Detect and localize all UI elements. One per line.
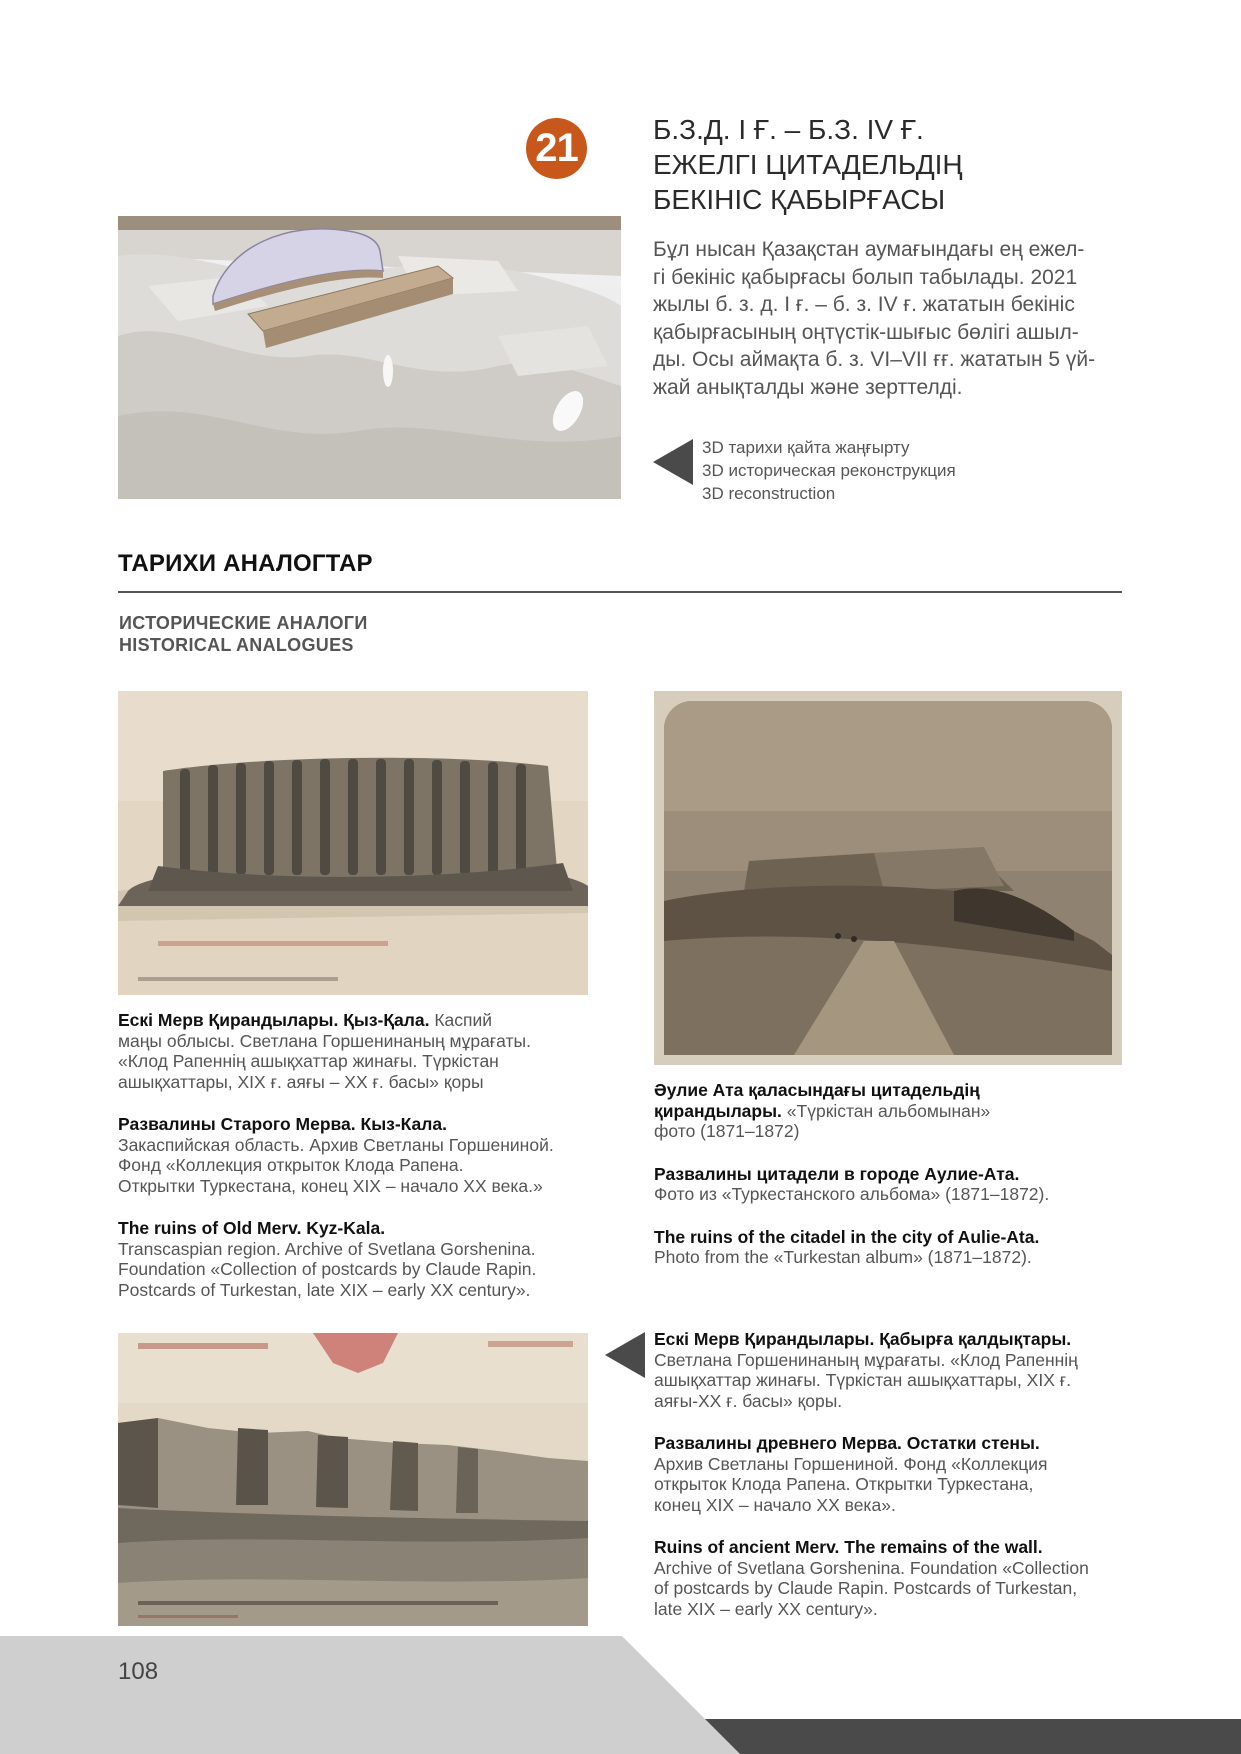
reconstruction-label-kk: 3D тарихи қайта жаңғырту	[702, 438, 910, 457]
caption-title: Развалины древнего Мерва. Остатки стены.	[654, 1433, 1040, 1453]
kyz-kala-postcard-photo	[118, 691, 588, 995]
caption-text: late XIX – early XX century».	[654, 1598, 878, 1619]
caption-text: Transcaspian region. Archive of Svetlana Gorshenina.	[118, 1238, 536, 1259]
description-line: қабырғасының оңтүстік-шығыс бөлігі ашыл-	[653, 320, 1079, 344]
caption-text: «Түркістан альбомынан»	[781, 1100, 991, 1121]
caption-text: Фонд «Коллекция открыток Клода Рапена.	[118, 1155, 464, 1175]
aulie-ata-citadel-photo	[654, 691, 1122, 1065]
caption-text: Photo from the «Turkestan album» (1871–1872).	[654, 1247, 1032, 1267]
description-line: Бұл нысан Қазақстан аумағындағы ең ежел-	[653, 238, 1085, 261]
section-divider	[118, 591, 1122, 593]
caption-text: конец ХІХ – начало ХХ века».	[654, 1494, 896, 1515]
caption-text: Архив Светланы Горшениной. Фонд «Коллекция	[654, 1453, 1048, 1474]
caption-title: Ruins of ancient Merv. The remains of the wall.	[654, 1537, 1043, 1557]
reconstruction-caption	[702, 436, 956, 505]
caption-text: аяғы-ХХ ғ. басы» қоры.	[654, 1390, 843, 1411]
caption-title: Ескі Мерв Қирандылары. Қыз-Қала.	[118, 1010, 430, 1030]
caption-ru	[654, 1433, 1122, 1515]
caption-text: Postcards of Turkestan, late XIX – early XX century».	[118, 1279, 531, 1300]
caption-ru	[654, 1164, 1122, 1205]
description-line: гі бекініс қабырғасы болып табылады. 2021	[653, 265, 1078, 289]
caption-en	[118, 1218, 588, 1300]
caption-en	[654, 1227, 1122, 1268]
caption-en	[654, 1537, 1122, 1619]
reconstruction-3d-image	[118, 216, 621, 499]
section-subtitle	[119, 612, 368, 656]
kyz-kala-caption	[118, 1010, 588, 1322]
caption-text: Открытки Туркестана, конец ХІХ – начало ХХ века.»	[118, 1175, 543, 1196]
description-line: жылы б. з. д. І ғ. – б. з. ІV ғ. жататын бекініс	[653, 293, 1075, 316]
entry-title	[653, 112, 1073, 217]
caption-text: Archive of Svetlana Gorshenina. Foundation «Collection	[654, 1557, 1089, 1578]
caption-title: қирандылары.	[654, 1100, 782, 1121]
merv-wall-caption	[654, 1329, 1122, 1641]
caption-text: Foundation «Collection of postcards by Claude Rapin.	[118, 1259, 537, 1279]
caption-title: Әулие Ата қаласындағы цитадельдің	[654, 1080, 980, 1100]
description-line: жай анықталды және зерттелді.	[653, 375, 963, 399]
entry-number-badge: 21	[526, 118, 587, 179]
caption-title: The ruins of Old Merv. Kyz-Kala.	[118, 1218, 386, 1238]
entry-description	[653, 236, 1123, 401]
reconstruction-label-en: 3D reconstruction	[702, 484, 836, 503]
entry-title-line: БЕКІНІС ҚАБЫРҒАСЫ	[653, 184, 946, 215]
caption-kk	[654, 1329, 1122, 1411]
caption-ru	[118, 1114, 588, 1196]
left-pointer-icon	[653, 439, 693, 485]
caption-title: The ruins of the citadel in the city of Aulie-Ata.	[654, 1226, 1040, 1247]
caption-text: Каспий	[429, 1010, 493, 1030]
section-subtitle-en: HISTORICAL ANALOGUES	[119, 635, 354, 655]
caption-kk	[654, 1080, 1122, 1142]
caption-text: of postcards by Claude Rapin. Postcards of Turkestan,	[654, 1578, 1078, 1598]
left-pointer-icon	[605, 1332, 645, 1378]
caption-text: Светлана Горшенинаның мұрағаты. «Клод Рапеннің	[654, 1349, 1078, 1370]
caption-text: ашықхаттар жинағы. Түркістан ашықхаттары, ХІХ ғ.	[654, 1370, 1072, 1390]
caption-text: открыток Клода Рапена. Открытки Туркестана,	[654, 1474, 1034, 1494]
page-number: 108	[118, 1658, 159, 1685]
caption-text: Закаспийская область. Архив Светланы Горшениной.	[118, 1134, 554, 1155]
reconstruction-label-ru: 3D историческая реконструкция	[702, 461, 956, 480]
caption-text: ашықхаттары, ХІХ ғ. аяғы – ХХ ғ. басы» қоры	[118, 1071, 484, 1092]
section-title: ТАРИХИ АНАЛОГТАР	[118, 550, 373, 577]
caption-title: Развалины Старого Мерва. Кыз-Кала.	[118, 1114, 448, 1134]
entry-title-line: Б.З.Д. І Ғ. – Б.З. ІV Ғ.	[653, 114, 924, 145]
caption-text: фото (1871–1872)	[654, 1121, 800, 1141]
merv-wall-postcard-photo	[118, 1333, 588, 1626]
section-subtitle-ru: ИСТОРИЧЕСКИЕ АНАЛОГИ	[119, 613, 368, 633]
aulie-ata-caption	[654, 1080, 1122, 1290]
entry-title-line: ЕЖЕЛГІ ЦИТАДЕЛЬДІҢ	[653, 149, 963, 180]
caption-text: маңы облысы. Светлана Горшенинаның мұрағаты.	[118, 1030, 531, 1051]
caption-text: «Клод Рапеннің ашықхаттар жинағы. Түркістан	[118, 1051, 499, 1071]
caption-title: Развалины цитадели в городе Аулие-Ата.	[654, 1163, 1020, 1184]
caption-title: Ескі Мерв Қирандылары. Қабырға қалдықтары.	[654, 1329, 1072, 1349]
caption-text: Фото из «Туркестанского альбома» (1871–1872).	[654, 1184, 1050, 1204]
description-line: ды. Осы аймақта б. з. VІ–VІІ ғғ. жататын 5 үй-	[653, 348, 1096, 371]
caption-kk	[118, 1010, 588, 1092]
footer-band	[0, 1630, 1241, 1754]
